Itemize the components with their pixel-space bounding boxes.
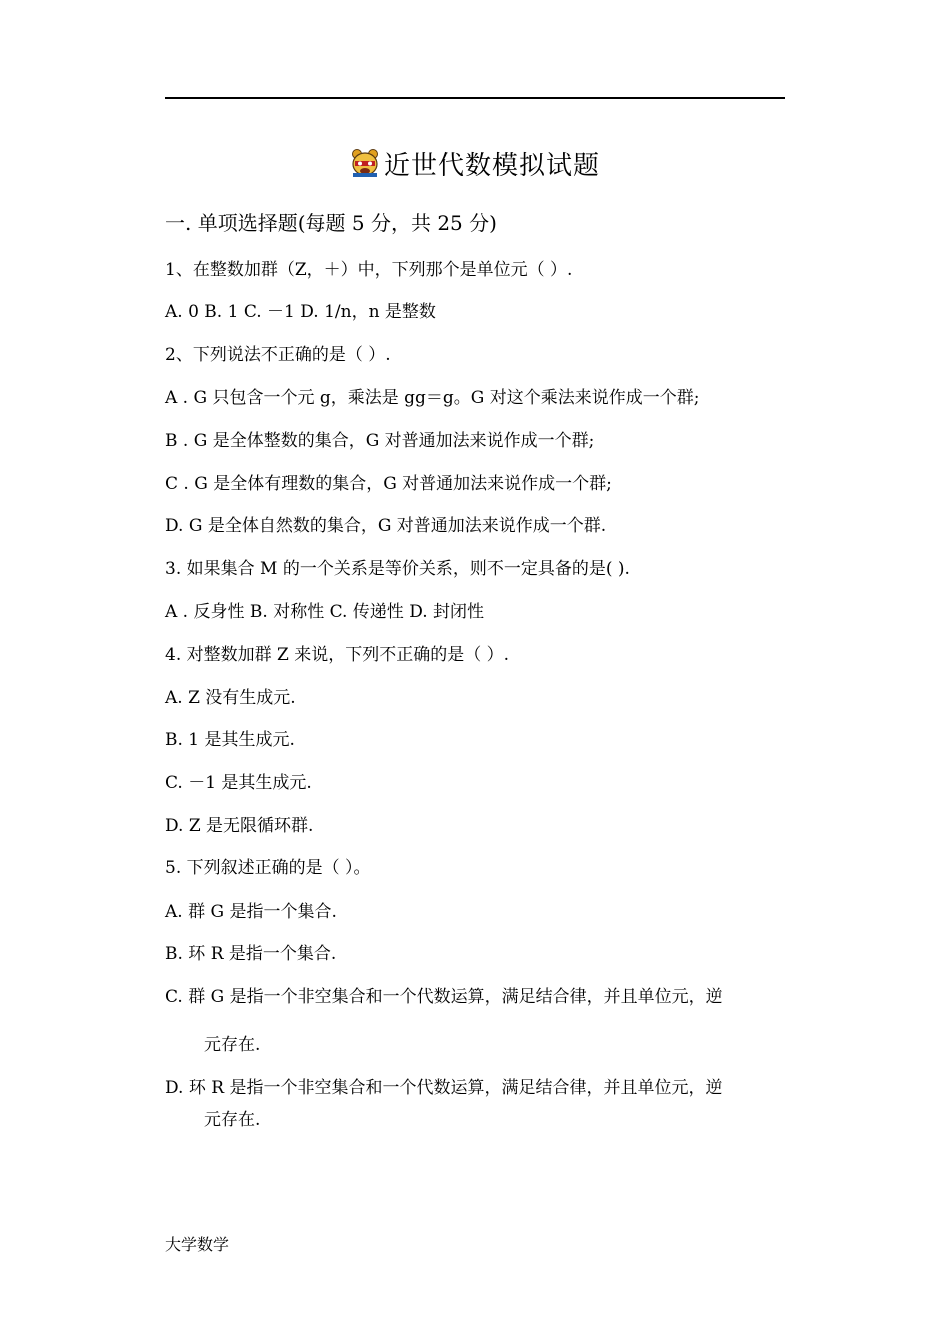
question-5-stem: 5. 下列叙述正确的是（ ）。 xyxy=(165,858,371,878)
footer-label: 大学数学 xyxy=(165,1235,230,1254)
question-2-option-b: B . G 是全体整数的集合，G 对普通加法来说作成一个群; xyxy=(165,431,595,451)
question-2-option-a: A . G 只包含一个元 g，乘法是 gg＝g。G 对这个乘法来说作成一个群; xyxy=(165,388,700,408)
question-5-option-a: A. 群 G 是指一个集合. xyxy=(165,902,337,922)
question-2-option-d: D. G 是全体自然数的集合，G 对普通加法来说作成一个群. xyxy=(165,516,607,536)
title-text: 近世代数模拟试题 xyxy=(383,150,600,181)
header-rule xyxy=(165,97,785,99)
question-4-option-c: C. －1 是其生成元. xyxy=(165,773,312,793)
question-5-option-c: C. 群 G 是指一个非空集合和一个代数运算，满足结合律，并且单位元，逆 xyxy=(165,987,723,1007)
question-5-option-b: B. 环 R 是指一个集合. xyxy=(165,944,337,964)
question-3-stem: 3. 如果集合 M 的一个关系是等价关系，则不一定具备的是( ). xyxy=(165,559,630,579)
question-5-option-c-continued: 元存在. xyxy=(204,1035,261,1055)
question-2-stem: 2、下列说法不正确的是（ ）. xyxy=(165,345,391,365)
question-2-option-c: C . G 是全体有理数的集合，G 对普通加法来说作成一个群; xyxy=(165,474,612,494)
question-5-option-d-continued: 元存在. xyxy=(204,1110,261,1130)
question-4-option-d: D. Z 是无限循环群. xyxy=(165,816,314,836)
document-title xyxy=(0,143,950,183)
question-1-options: A. 0 B. 1 C. －1 D. 1/n，n 是整数 xyxy=(165,302,436,322)
question-3-options: A . 反身性 B. 对称性 C. 传递性 D. 封闭性 xyxy=(165,602,485,622)
question-4-stem: 4. 对整数加群 Z 来说，下列不正确的是（ ）. xyxy=(165,645,510,665)
section-heading: 一. 单项选择题(每题 5 分，共 25 分) xyxy=(165,211,497,235)
question-5-option-d: D. 环 R 是指一个非空集合和一个代数运算，满足结合律，并且单位元，逆 xyxy=(165,1078,723,1098)
question-4-option-b: B. 1 是其生成元. xyxy=(165,730,295,750)
cartoon-mascot-icon xyxy=(350,148,380,178)
question-1-stem: 1、在整数加群（Z，＋）中，下列那个是单位元（ ）. xyxy=(165,260,573,280)
question-4-option-a: A. Z 没有生成元. xyxy=(165,688,296,708)
